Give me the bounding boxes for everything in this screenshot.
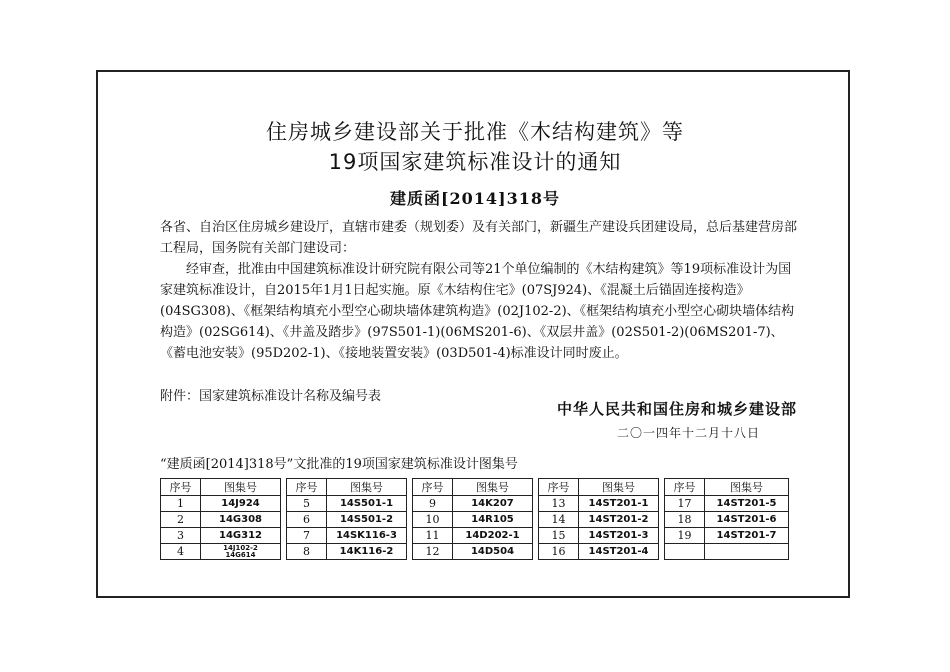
seq-cell: 4 <box>161 544 201 560</box>
atlas-number-table <box>160 478 789 560</box>
code-cell: 14SK116-3 <box>327 528 407 544</box>
header-seq: 序号 <box>539 479 579 496</box>
code-cell: 14R105 <box>453 512 533 528</box>
header-seq: 序号 <box>413 479 453 496</box>
seq-cell: 14 <box>539 512 579 528</box>
header-seq: 序号 <box>665 479 705 496</box>
code-cell: 14S501-2 <box>327 512 407 528</box>
code-cell: 14D504 <box>453 544 533 560</box>
code-cell: 14D202-1 <box>453 528 533 544</box>
header-code: 图集号 <box>201 479 281 496</box>
table-row <box>161 528 789 544</box>
code-cell-double <box>201 544 281 560</box>
notice-title-line1: 住房城乡建设部关于批准《木结构建筑》等 <box>266 120 684 144</box>
code-cell: 14ST201-6 <box>705 512 789 528</box>
code-cell: 14ST201-4 <box>579 544 659 560</box>
table-row <box>161 544 789 560</box>
code-cell: 14ST201-1 <box>579 496 659 512</box>
body-paragraph: 经审查，批准由中国建筑标准设计研究院有限公司等21个单位编制的《木结构建筑》等19项标准设计为国家建筑标准设计，自2015年1月1日起实施。原《木结构住宅》(07SJ924)、《混凝土后锚固连接构造》(04SG308)、《框架结构填充小型空心砌块墙体建筑构造》(02J102-2)、《框架结构填充小型空心砌块墙体结构构造》(02SG614)、《井盖及踏步》(97S501-1)(06MS201-6)、《双层井盖》(02S501-2)(06MS201-7)、《蓄电池安装》(95D202-1)、《接地装置安装》(03D501-4)标准设计同时废止。 <box>160 262 795 361</box>
code-cell: 14K207 <box>453 496 533 512</box>
seq-cell: 2 <box>161 512 201 528</box>
header-seq: 序号 <box>287 479 327 496</box>
code-cell: 14ST201-2 <box>579 512 659 528</box>
table-row <box>161 512 789 528</box>
seq-cell: 17 <box>665 496 705 512</box>
seq-cell: 3 <box>161 528 201 544</box>
seq-cell: 15 <box>539 528 579 544</box>
seq-cell: 9 <box>413 496 453 512</box>
seq-cell: 13 <box>539 496 579 512</box>
document-number: 建质函[2014]318号 <box>389 189 561 208</box>
seq-cell: 16 <box>539 544 579 560</box>
seq-cell: 1 <box>161 496 201 512</box>
code-line-bottom: 14G614 <box>225 550 256 559</box>
notice-title-line2: 19项国家建筑标准设计的通知 <box>328 150 622 174</box>
seq-cell: 7 <box>287 528 327 544</box>
code-cell: 14J924 <box>201 496 281 512</box>
salutation-paragraph: 各省、自治区住房城乡建设厅，直辖市建委（规划委）及有关部门，新疆生产建设兵团建设局，总后基建营房部工程局，国务院有关部门建设司： <box>160 220 798 256</box>
header-code: 图集号 <box>705 479 789 496</box>
issuing-authority: 中华人民共和国住房和城乡建设部 <box>556 400 797 418</box>
seq-cell: 19 <box>665 528 705 544</box>
header-code: 图集号 <box>327 479 407 496</box>
seq-cell: 6 <box>287 512 327 528</box>
code-cell <box>705 544 789 560</box>
seq-cell: 11 <box>413 528 453 544</box>
attachment-line: 附件：国家建筑标准设计名称及编号表 <box>160 389 382 404</box>
seq-cell: 10 <box>413 512 453 528</box>
header-code: 图集号 <box>579 479 659 496</box>
code-cell: 14K116-2 <box>327 544 407 560</box>
code-cell: 14ST201-7 <box>705 528 789 544</box>
code-cell: 14G312 <box>201 528 281 544</box>
header-code: 图集号 <box>453 479 533 496</box>
header-seq: 序号 <box>161 479 201 496</box>
code-cell: 14ST201-5 <box>705 496 789 512</box>
table-caption: “建质函[2014]318号”文批准的19项国家建筑标准设计图集号 <box>160 457 518 472</box>
code-cell: 14ST201-3 <box>579 528 659 544</box>
issue-date: 二〇一四年十二月十八日 <box>616 426 760 440</box>
seq-cell: 18 <box>665 512 705 528</box>
seq-cell: 5 <box>287 496 327 512</box>
table-header-row <box>161 479 789 496</box>
code-line-top: 14J102-2 <box>223 543 258 552</box>
seq-cell <box>665 544 705 560</box>
table-row <box>161 496 789 512</box>
code-cell: 14S501-1 <box>327 496 407 512</box>
seq-cell: 12 <box>413 544 453 560</box>
seq-cell: 8 <box>287 544 327 560</box>
code-cell: 14G308 <box>201 512 281 528</box>
